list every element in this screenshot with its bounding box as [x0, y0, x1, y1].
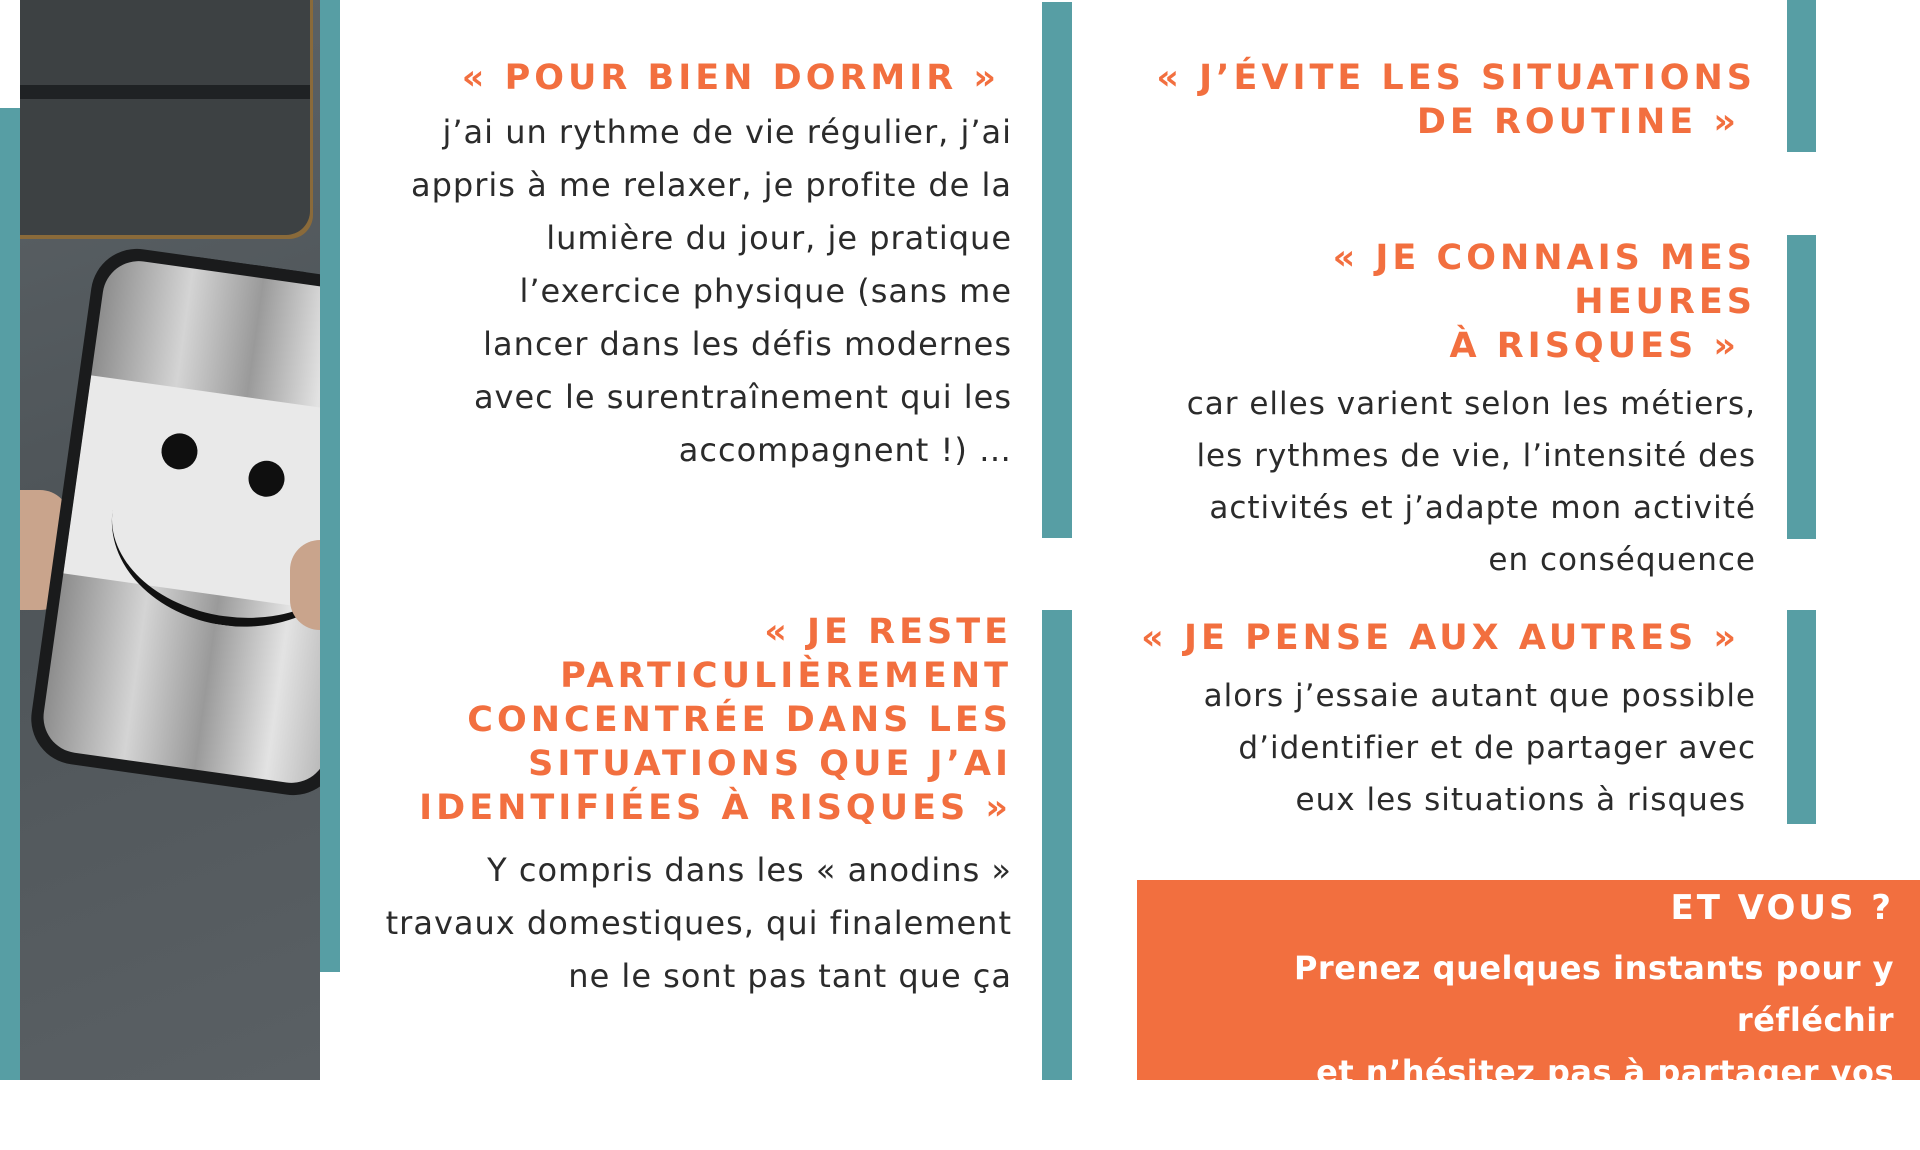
heading-line: CONCENTRÉE DANS LES: [467, 700, 1012, 740]
right-bar-2: [1787, 235, 1816, 539]
text-line: les rythmes de vie, l’intensité des: [1196, 438, 1756, 474]
text-line: lumière du jour, je pratique: [546, 219, 1012, 257]
right-bar-1: [1787, 0, 1816, 152]
heading-line: SITUATIONS QUE J’AI: [528, 744, 1012, 784]
hand-right: [290, 540, 320, 630]
text-line: d’identifier et de partager avec: [1238, 730, 1756, 766]
block-reste-concentree: [380, 610, 1012, 1003]
heading-bien-dormir: « POUR BIEN DORMIR »: [461, 58, 1000, 98]
text-line: j’ai un rythme de vie régulier, j’ai: [442, 113, 1012, 151]
heading-line: PARTICULIÈREMENT: [560, 656, 1012, 696]
cta-line-1: Prenez quelques instants pour y réfléchir: [1293, 949, 1894, 1039]
phone-smiley-icon: [25, 243, 320, 801]
heading-line: À RISQUES »: [1449, 326, 1740, 366]
block-evite-routine: [1140, 56, 1756, 144]
notebook-icon: [20, 0, 310, 235]
text-line: Y compris dans les « anodins »: [487, 851, 1012, 889]
text-line: car elles varient selon les métiers,: [1186, 386, 1756, 422]
text-line: avec le surentraînement qui les: [473, 378, 1012, 416]
heading-line: IDENTIFIÉES À RISQUES »: [419, 788, 1012, 828]
heading-line: « J’ÉVITE LES SITUATIONS: [1156, 58, 1756, 98]
text-line: l’exercice physique (sans me: [519, 272, 1012, 310]
smiley-card: [63, 375, 320, 613]
text-line: lancer dans les défis modernes: [483, 325, 1012, 363]
text-line: ne le sont pas tant que ça: [568, 957, 1012, 995]
heading-line: « JE RESTE: [764, 612, 1012, 652]
heading-line: DE ROUTINE »: [1416, 102, 1740, 142]
left-teal-stripe: [0, 108, 20, 1080]
block-pense-autres: [1140, 616, 1756, 826]
text-line: en conséquence: [1488, 542, 1756, 578]
text-line: alors j’essaie autant que possible: [1203, 678, 1756, 714]
block-heures-risques: [1140, 236, 1756, 586]
heading-pense-autres: « JE PENSE AUX AUTRES »: [1141, 618, 1740, 658]
phone-screen: [39, 257, 320, 788]
middle-top-bar: [1042, 2, 1072, 538]
text-line: activités et j’adapte mon activité: [1209, 490, 1756, 526]
cta-title: ET VOUS ?: [1670, 888, 1894, 928]
text-line: eux les situations à risques: [1295, 782, 1746, 818]
text-line: travaux domestiques, qui finalement: [385, 904, 1012, 942]
photo-panel: [20, 0, 320, 1080]
notebook-band: [20, 85, 310, 99]
block-bien-dormir: [380, 56, 1012, 477]
cta-line-2: et n’hésitez pas à partager vos remèdes …: [1316, 1053, 1894, 1143]
cta-box: [1137, 880, 1920, 1143]
middle-bottom-bar: [1042, 610, 1072, 1080]
text-line: accompagnent !) …: [678, 431, 1012, 469]
photo-teal-stripe: [320, 0, 340, 972]
text-line: appris à me relaxer, je profite de la: [410, 166, 1012, 204]
heading-line: « JE CONNAIS MES HEURES: [1332, 238, 1756, 322]
smiley-mouth: [99, 460, 320, 642]
right-bar-3: [1787, 610, 1816, 824]
